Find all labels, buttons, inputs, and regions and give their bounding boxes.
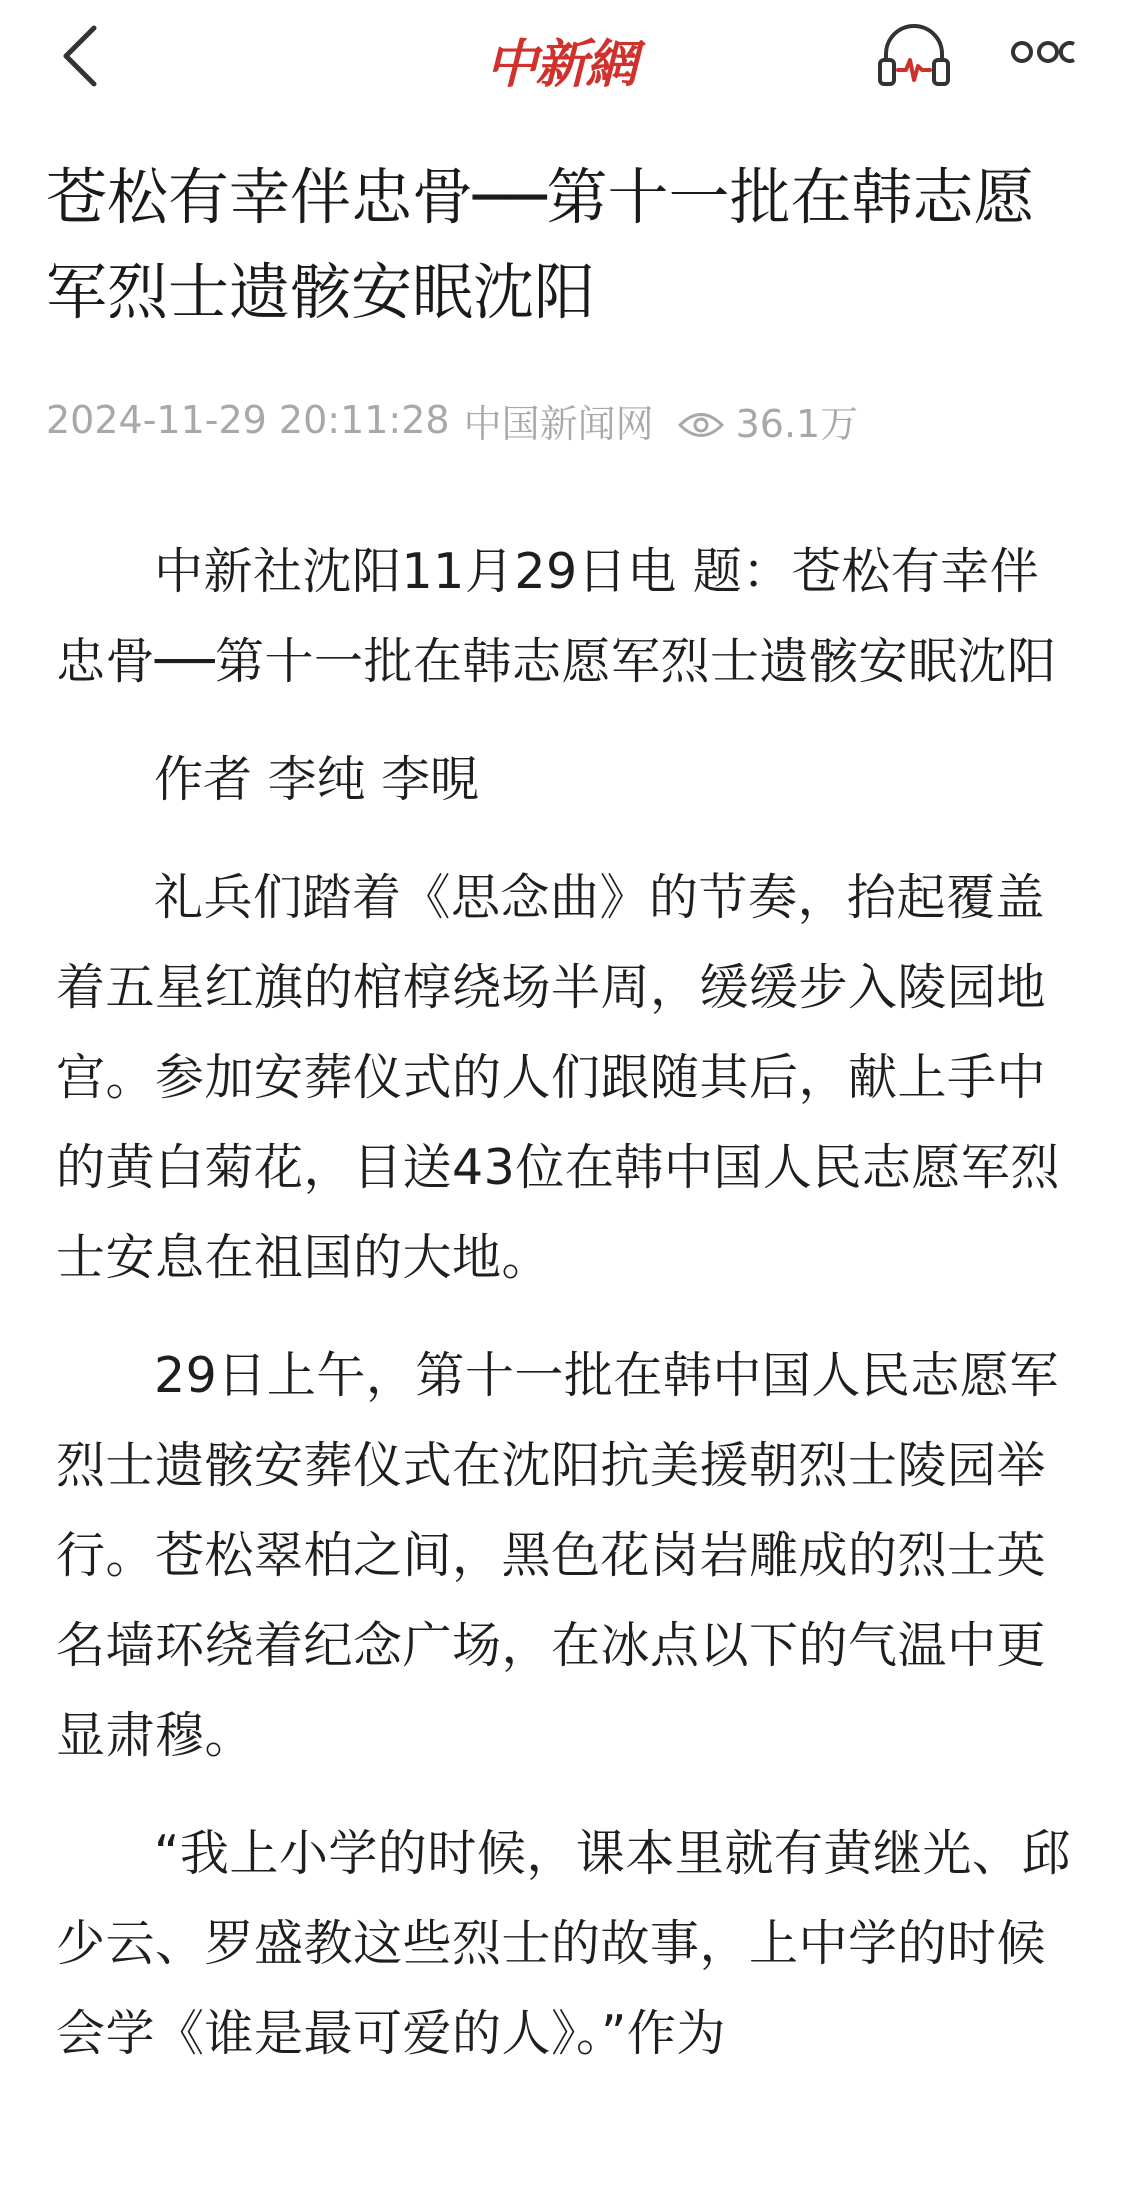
author-byline: 作者 李纯 李晛 <box>154 751 480 808</box>
article-title: 苍松有幸伴忠骨──第十一批在韩志愿军烈士遗骸安眠沈阳 <box>46 162 1035 328</box>
eye-icon <box>678 405 724 435</box>
view-count: 36.1万 <box>735 401 859 446</box>
top-navigation-bar <box>0 0 1121 120</box>
headphones-icon <box>876 73 952 92</box>
body-paragraph: 29日上午，第十一批在韩中国人民志愿军烈士遗骸安葬仪式在沈阳抗美援朝烈士陵园举行。苍松翠柏之间，黑色花岗岩雕成的烈士英名墙环绕着纪念广场，在冰点以下的气温中更显肃穆。 <box>56 1347 1059 1764</box>
dateline-paragraph: 中新社沈阳11月29日电 题：苍松有幸伴忠骨──第十一批在韩志愿军烈士遗骸安眠沈阳 <box>56 543 1057 690</box>
publish-datetime: 2024-11-29 20:11:28 <box>46 398 450 442</box>
more-dots-icon <box>1008 55 1088 74</box>
article-body <box>56 527 1076 2107</box>
more-options-button[interactable] <box>1008 30 1088 80</box>
article-source: 中国新闻网 <box>463 401 654 446</box>
listen-audio-button[interactable] <box>876 22 956 102</box>
article-meta <box>46 390 858 450</box>
body-paragraph: “我上小学的时候，课本里就有黄继光、邱少云、罗盛教这些烈士的故事，上中学的时候会学《谁是最可爱的人》。”作为 <box>56 1825 1071 2062</box>
site-logo[interactable]: 中新網 <box>485 34 636 95</box>
body-paragraph: 礼兵们踏着《思念曲》的节奏，抬起覆盖着五星红旗的棺椁绕场半周，缓缓步入陵园地宫。参加安葬仪式的人们跟随其后，献上手中的黄白菊花，目送43位在韩中国人民志愿军烈士安息在祖国的大地。 <box>56 869 1060 1286</box>
